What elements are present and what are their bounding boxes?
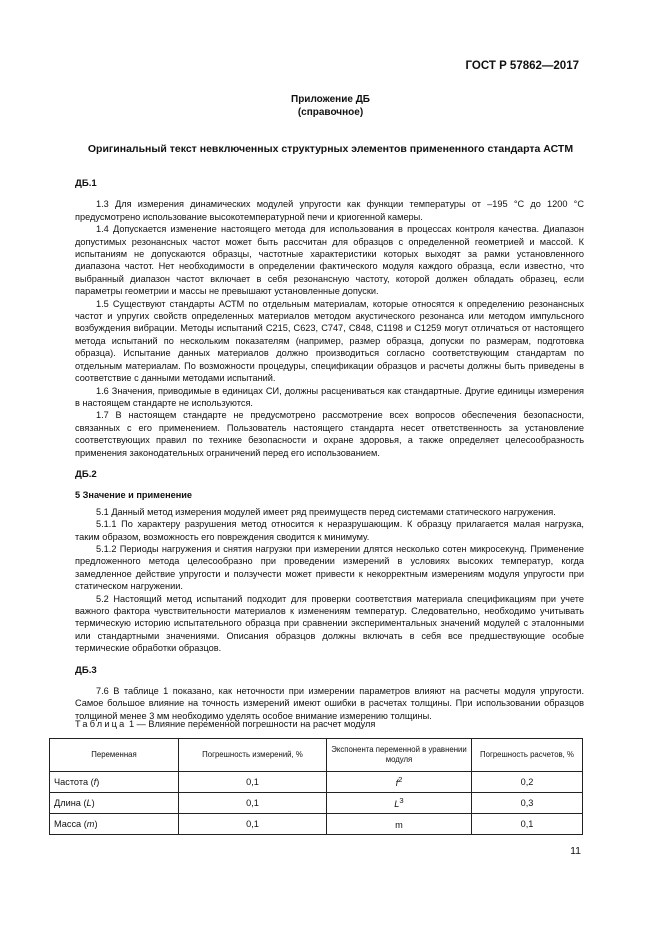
calculation-error-cell: 0,3 <box>472 793 583 814</box>
appendix-name: Приложение ДБ <box>291 94 370 105</box>
paragraph: 1.3 Для измерения динамических модулей упругости как функции температуры от –195 °С до 1200 °С предусмотрено использование высокотемпературной печи и криогенной камеры. <box>75 199 584 222</box>
table-caption-text: 1 — Влияние переменной погрешности на расчет модуля <box>126 719 376 729</box>
calculation-error-cell: 0,2 <box>472 772 583 793</box>
document-title: Оригинальный текст невключенных структурных элементов примененного стандарта АСТМ <box>87 143 574 155</box>
exponent-cell: m <box>327 814 472 835</box>
exponent-cell: $L^3$ <box>327 793 472 814</box>
appendix-note: (справочное) <box>297 107 364 118</box>
column-header: Погрешность расчетов, % <box>472 739 583 772</box>
column-header: Погрешность измерений, % <box>179 739 327 772</box>
document-body <box>75 178 584 722</box>
paragraph: 5.1.2 Периоды нагружения и снятия нагрузки при измерении длятся несколько сотен микросекунд. Применение предложенного метода целесообразно при проведении измерений в условиях высоких температур, когда замедленное действие упругости и ползучести может привести к некорректным измерениям модуля упругости при статическом нагружении. <box>75 543 584 592</box>
measurement-error-cell: 0,1 <box>179 772 327 793</box>
page-number: 11 <box>570 845 581 857</box>
table-row <box>50 772 583 793</box>
paragraph: 5.2 Настоящий метод испытаний подходит для проверки соответствия материала спецификациям при учете важного фактора чувствительности материалов к изменениям температур. Следовательно, необходимо учитывать термическую историю испытательного образца при сравнении экспериментальных значений модулей с эталонными или стандартными значениями. Описания образцов должны включать в себя все предшествующие особые термические обработки образцов. <box>75 593 584 654</box>
measurement-error-cell: 0,1 <box>179 793 327 814</box>
paragraph: 5.1.1 По характеру разрушения метод относится к неразрушающим. К образцу прилагается малая нагрузка, таким образом, возможность его повреждения сводится к минимуму. <box>75 519 584 542</box>
measurement-error-cell: 0,1 <box>179 814 327 835</box>
table-caption <box>75 719 375 729</box>
section-heading-db3: ДБ.3 <box>75 664 97 676</box>
table-header-row <box>50 739 583 772</box>
paragraph: 1.7 В настоящем стандарте не предусмотрено рассмотрение всех вопросов обеспечения безопасности, связанных с его применением. Пользователь настоящего стандарта несет ответственность за установление соответствующих правил по технике безопасности и охране здоровья, а также определяет целесообразность применения законодательных ограничений перед его использованием. <box>75 410 584 458</box>
appendix-heading <box>0 93 661 119</box>
section-heading-db2: ДБ.2 <box>75 468 97 480</box>
section-heading-db1: ДБ.1 <box>75 178 97 189</box>
modulus-error-table <box>49 738 583 835</box>
paragraph: 5.1 Данный метод измерения модулей имеет ряд преимуществ перед системами статического нагружения. <box>96 506 556 517</box>
column-header: Переменная <box>50 739 179 772</box>
table-row <box>50 793 583 814</box>
calculation-error-cell: 0,1 <box>472 814 583 835</box>
standard-number: ГОСТ Р 57862—2017 <box>465 60 579 72</box>
paragraph: 7.6 В таблице 1 показано, как неточности при измерении параметров влияют на расчеты модуля упругости. Самое большое влияние на точность измерений имеют ошибки в расчетах толщины. При использовании образцов толщиной менее 3 мм необходимо уделять особое внимание измерению толщины. <box>75 686 584 721</box>
paragraph: 1.6 Значения, приводимые в единицах СИ, должны расцениваться как стандартные. Другие единицы измерения в настоящем стандарте не используются. <box>75 385 584 408</box>
variable-cell: Масса (m) <box>50 814 179 835</box>
paragraph: 1.4 Допускается изменение настоящего метода для использования в процессах контроля качества. Диапазон допустимых резонансных частот может быть рассчитан для образцов с определенной геометрией и массой. К испытаниям не допускаются образцы, частотные характеристики которых выходят за рамки установленного диапазона частот. Нет необходимости в определении фактического модуля каждого образца, если известно, что выбранный диапазон частот включает в себя резонансную частоту, которой должен обладать образец, если параметры геометрии и массы не превышают установленные допуски. <box>75 224 584 297</box>
subsection-heading: 5 Значение и применение <box>75 490 193 501</box>
table-row <box>50 814 583 835</box>
column-header: Экспонента переменной в уравнении модуля <box>327 739 472 772</box>
exponent-cell: $f^2$ <box>327 772 472 793</box>
paragraph: 1.5 Существуют стандарты АСТМ по отдельным материалам, которые относятся к определению резонансных частот и упругих свойств определенных материалов методом акустического резонанса или методом импульсного возбуждения вибрации. Методы испытаний С215, С623, С747, С848, С1198 и С1259 могут отличаться от настоящего метода испытаний по нескольким показателям (например, размер образца, допуски по размерам, подготовка образца). Испытание данных материалов должно производиться согласно соответствующим стандартам по отдельным материалам. По возможности процедуры, спецификации образцов и расчеты должны быть приведены в соответствие с данными методами испытаний. <box>75 298 584 384</box>
table-caption-word: Таблица <box>75 719 127 729</box>
variable-cell: Длина (L) <box>50 793 179 814</box>
variable-cell: Частота (f) <box>50 772 179 793</box>
